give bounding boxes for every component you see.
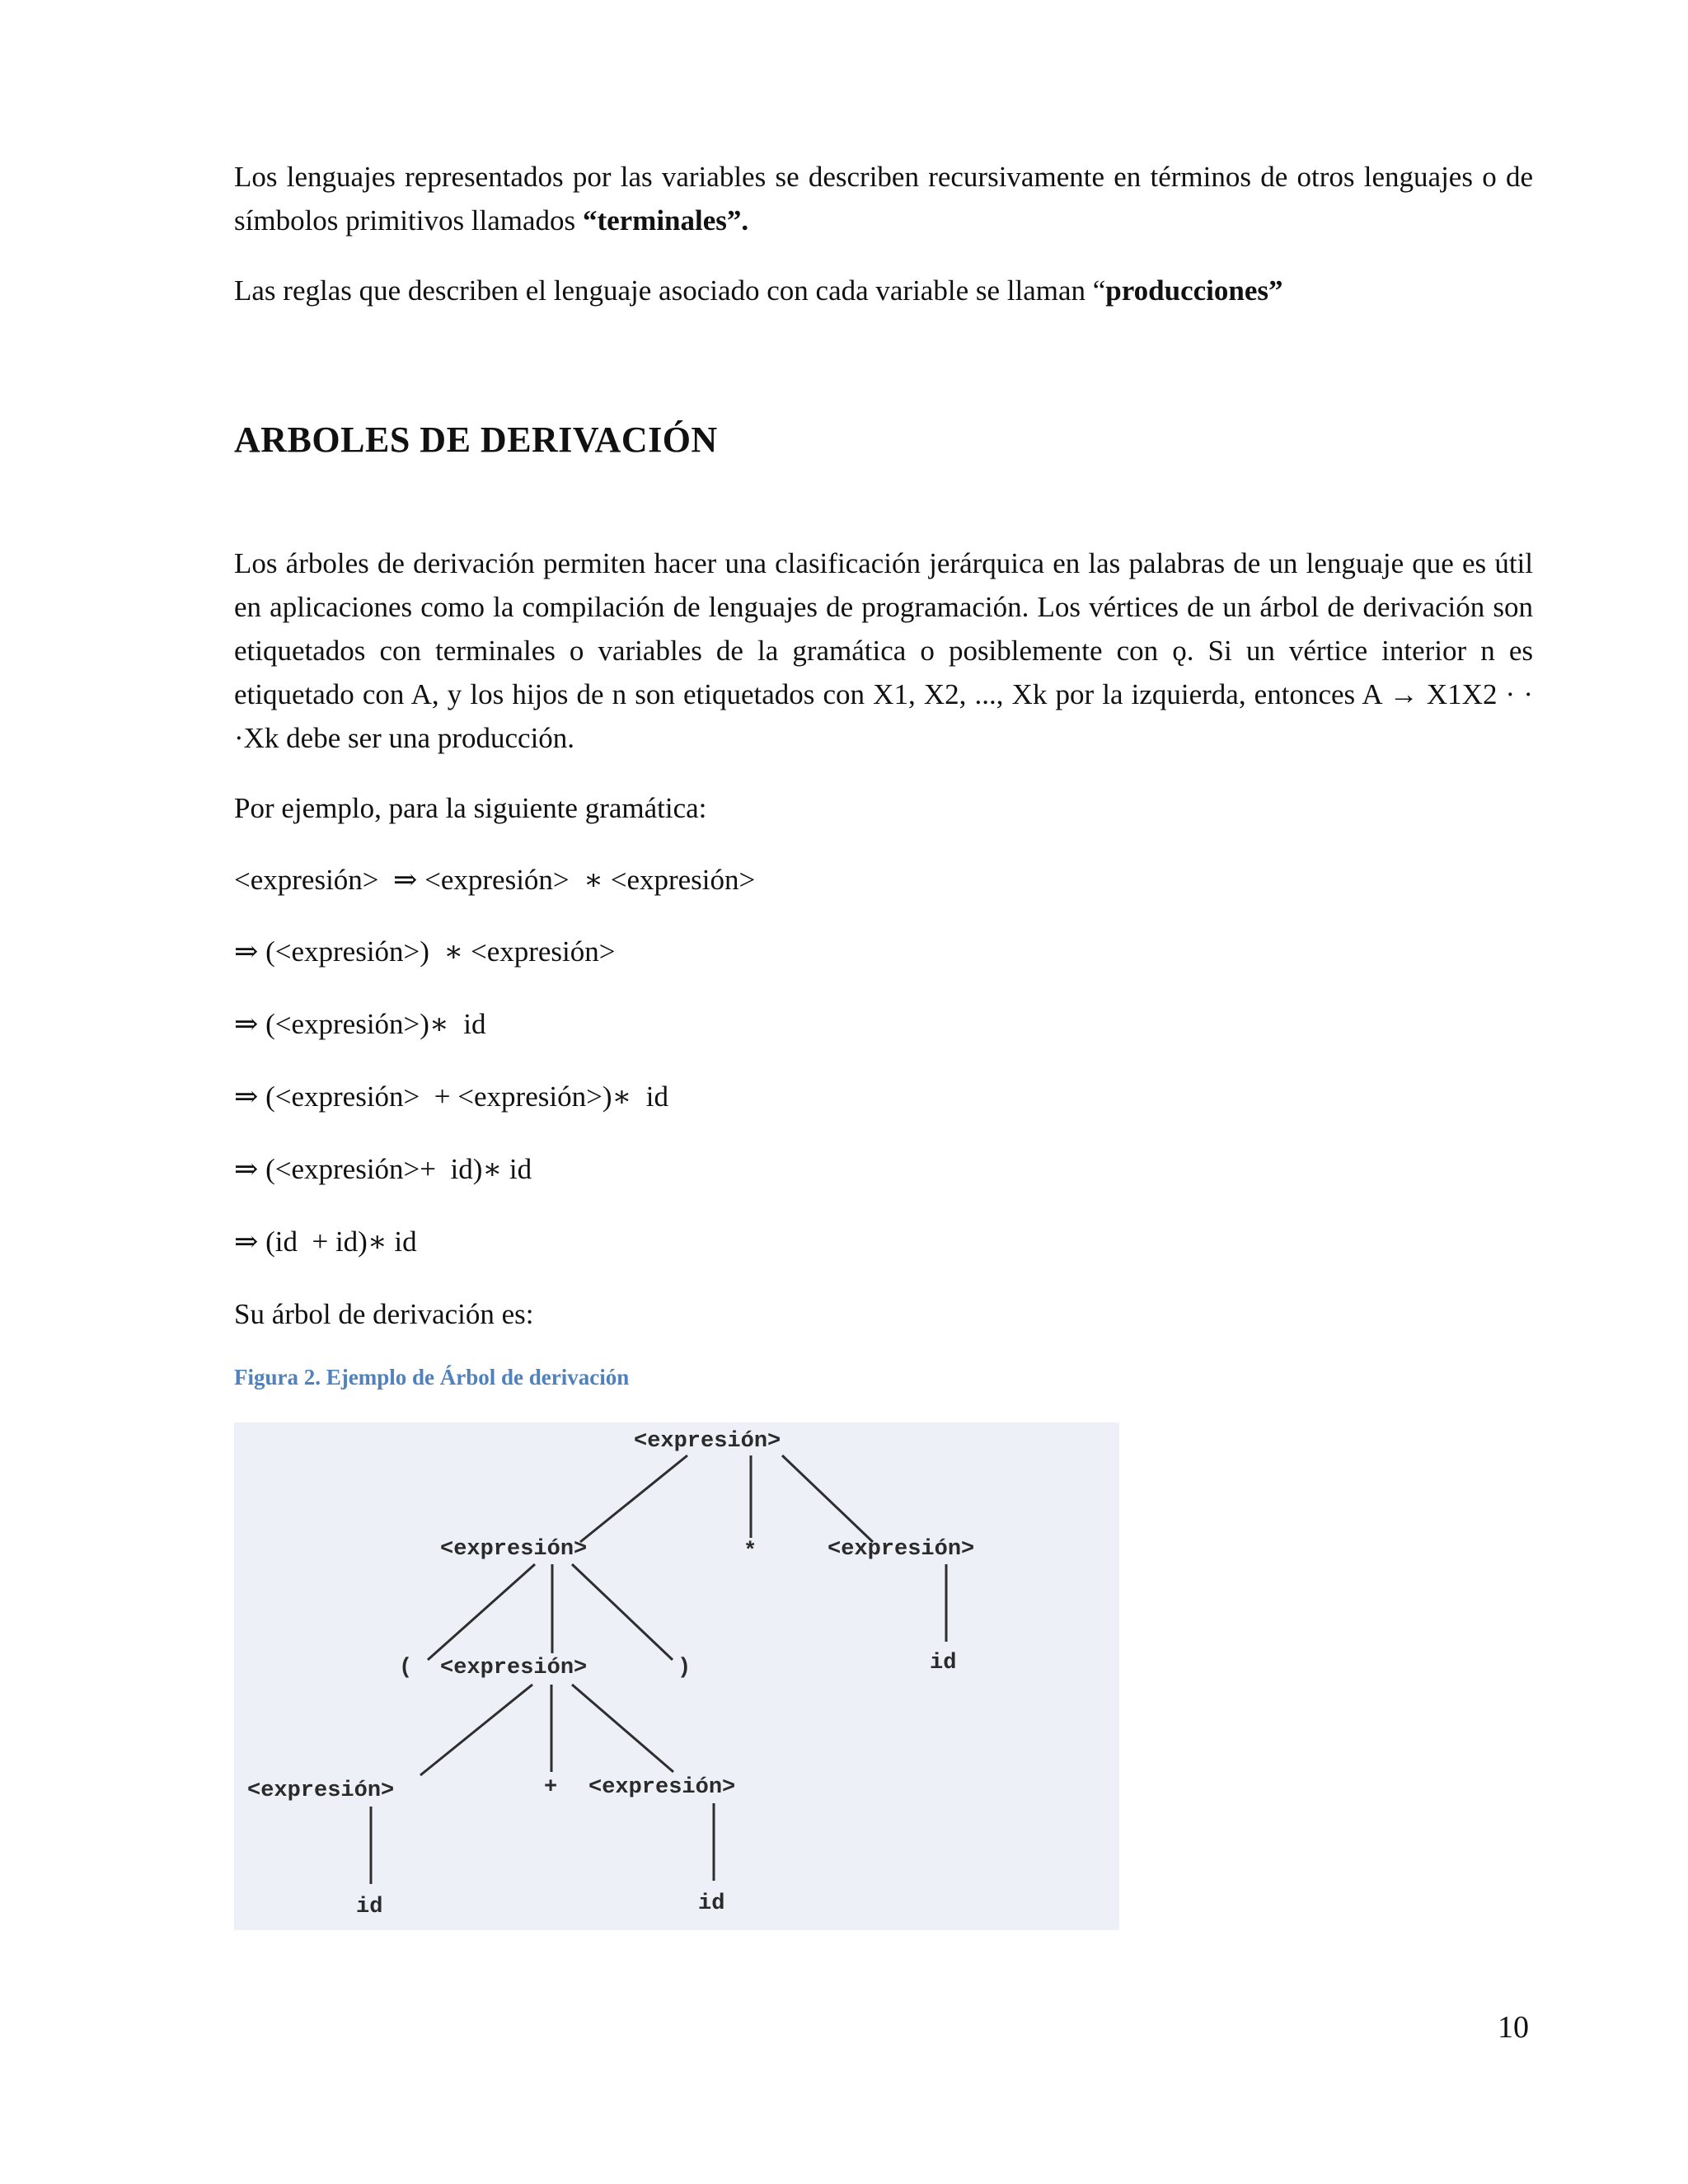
tree-node-ll-id: id: [356, 1895, 383, 1919]
tree-node-plus: +: [544, 1775, 558, 1800]
tree-node-rparen: ): [678, 1656, 692, 1680]
intro-paragraph-2-bold: producciones”: [1105, 274, 1283, 307]
edge-root-right: [782, 1455, 873, 1542]
derivation-step-3: ⇒ (<expresión>)∗ id: [234, 1008, 486, 1040]
edge-mid-ll: [420, 1685, 532, 1775]
body-paragraph-1: Los árboles de derivación permiten hacer una clasificación jerárquica en las palabras de un lenguaje que es útil en aplicaciones como la compilación de lenguajes de programación. Los vértices de un árbol de derivación son etiquetados con terminales o variables de la gramática o posiblemente con ǫ. Si un vértice interior n es etiquetado con A, y los hijos de n son etiquetados con X1, X2, ..., Xk por la izquierda, entonces A → X1X2 · · ·Xk debe ser una producción.: [234, 547, 1533, 754]
derivation-tree-figure: [234, 1422, 1119, 1930]
derivation-step-1: <expresión> ⇒ <expresión> ∗ <expresión>: [234, 864, 756, 896]
derivation-step-6: ⇒ (id + id)∗ id: [234, 1226, 417, 1258]
tree-node-mid: <expresión>: [440, 1656, 588, 1680]
intro-paragraph-2-text: Las reglas que describen el lenguaje asociado con cada variable se llaman “: [234, 274, 1106, 307]
derivation-step-5: ⇒ (<expresión>+ id)∗ id: [234, 1153, 532, 1185]
tree-node-lparen: (: [399, 1656, 413, 1680]
tree-node-ll: <expresión>: [247, 1779, 395, 1803]
edge-left-rparen: [572, 1564, 673, 1660]
intro-paragraph-1: [234, 155, 1533, 242]
edge-root-left: [580, 1455, 687, 1542]
edge-left-lparen: [428, 1564, 535, 1660]
tree-node-right-id: id: [930, 1651, 957, 1675]
section-heading: ARBOLES DE DERIVACIÓN: [234, 419, 718, 460]
page-number: 10: [1498, 2010, 1529, 2045]
tree-node-left: <expresión>: [440, 1537, 588, 1562]
intro-paragraph-1-bold: “terminales”.: [582, 204, 749, 237]
tree-node-lr: <expresión>: [588, 1775, 736, 1800]
tree-node-root: <expresión>: [634, 1429, 781, 1454]
derivation-step-4: ⇒ (<expresión> + <expresión>)∗ id: [234, 1080, 668, 1113]
derivation-tree-svg: [234, 1422, 1119, 1930]
tree-node-star: *: [743, 1540, 757, 1564]
intro-paragraph-1-text: Los lenguajes representados por las variables se describen recursivamente en términos de otros lenguajes o de símbolos primitivos llamados: [234, 161, 1533, 237]
tree-intro: Su árbol de derivación es:: [234, 1298, 534, 1330]
derivation-step-2: ⇒ (<expresión>) ∗ <expresión>: [234, 935, 616, 968]
tree-node-right: <expresión>: [828, 1537, 975, 1562]
edge-mid-lr: [572, 1685, 673, 1772]
intro-paragraph-2: [234, 269, 1283, 312]
tree-node-lr-id: id: [698, 1891, 725, 1916]
figure-caption: Figura 2. Ejemplo de Árbol de derivación: [234, 1365, 630, 1390]
body-paragraph-2: Por ejemplo, para la siguiente gramática:: [234, 792, 707, 824]
